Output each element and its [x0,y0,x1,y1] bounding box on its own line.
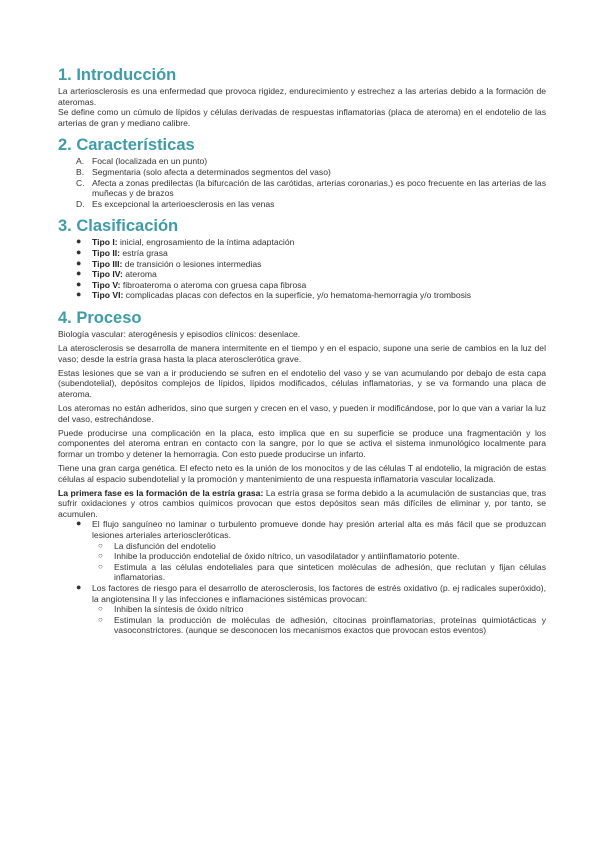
list-item [58,199,546,210]
type-text: complicadas placas con defectos en la superficie, y/o hematoma-hemorragia y/o trombosis [123,290,472,301]
first-phase-label: La primera fase es la formación de la estría grasa: [58,487,264,498]
sub-item-text: Inhibe la producción endotelial de óxido nítrico, un vasodilatador y antiinflamatorio potente. [114,551,460,562]
circle-bullet-icon: ○ [98,551,103,561]
type-text: fibroateroma o ateroma con gruesa capa fibrosa [120,279,307,290]
bullet-icon: ● [76,278,82,289]
sub-list-item [58,604,546,615]
heading-proceso: 4. Proceso [58,308,142,327]
classification-list [58,237,546,301]
bullet-icon: ● [76,257,82,268]
process-paragraph-6: Tiene una gran carga genética. El efecto neto es la unión de los monocitos y de las células T al endotelio, la migración de estas células al espacio subendotelial y la promoción y mantenimiento de una respuesta inflamatoria vascular localizada. [58,462,546,484]
list-item-text: Afecta a zonas predilectas (la bifurcación de las carótidas, arterias coronarias,) es poco frecuente en las arterias de las muñecas y de brazos [92,177,546,199]
type-label: Tipo II: [92,247,121,258]
sub-list [92,541,546,583]
heading-clasificacion: 3. Clasificación [58,217,179,236]
circle-bullet-icon: ○ [98,604,103,614]
bullet-text: El flujo sanguíneo no laminar o turbulento promueve donde hay presión arterial alta es más fácil que se produzcan lesiones arteriales arterioscleróticas. [92,519,546,540]
process-paragraph-3: Estas lesiones que se van a ir produciendo se sufren en el endotelio del vaso y se van acumulando por debajo de esta capa (subendotelial), depósitos complejos de lípidos, lípidos modificados, células inflamatorias, y se va formando una placa de ateroma. [58,367,546,399]
sub-list-item [58,551,546,562]
type-label: Tipo III: [92,258,123,269]
list-item [58,156,546,167]
heading-introduccion: 1. Introducción [58,66,177,84]
bullet-icon: ● [76,289,82,300]
sub-list [92,604,546,636]
list-item [58,237,546,248]
list-item [58,248,546,259]
type-text: ateroma [122,269,157,280]
type-text: estría grasa [120,247,168,258]
list-item [58,167,546,178]
list-item [58,259,546,270]
heading-caracteristicas: 2. Características [58,136,195,155]
type-label: Tipo I: [92,237,118,248]
intro-paragraph-2: Se define como un cúmulo de lípidos y células derivadas de respuestas inflamatorias (placa de ateroma) en el endotelio de las arterias de gran y mediano calibre. [58,107,546,128]
process-paragraph-4: Los ateromas no están adheridos, sino que surgen y crecen en el vaso, y pueden ir modificándose, por lo que van a variar la luz del vaso, estrechándose. [58,402,546,424]
bullet-text: Los factores de riesgo para el desarrollo de aterosclerosis, los factores de estrés oxidativo (p. ej radicales superóxido), la angiotensina II y las infecciones e inflamaciones sistémicas provocan: [92,582,546,604]
sub-list-item [58,615,546,636]
list-item [58,269,546,280]
circle-bullet-icon: ○ [98,561,103,571]
bullet-icon: ● [76,518,82,529]
process-paragraph-2: La aterosclerosis se desarrolla de manera intermitente en el tiempo y en el espacio, supone una serie de cambios en la luz del vaso; desde la estría grasa hasta la placa aterosclerótica grave. [58,343,546,364]
bullet-icon: ● [76,581,82,592]
sub-item-text: Inhiben la síntesis de óxido nítrico [114,604,244,615]
sub-list-item [58,541,546,552]
process-paragraph-7 [58,488,546,520]
bullet-icon: ● [76,236,82,247]
characteristics-list [58,156,546,209]
circle-bullet-icon: ○ [98,540,103,550]
type-label: Tipo V: [92,279,121,290]
list-item [58,583,546,636]
intro-paragraph-1: La arteriosclerosis es una enfermedad que provoca rigidez, endurecimiento y estrechez a las arterias debido a la formación de ateromas. [58,86,546,107]
list-item [58,519,546,583]
process-paragraph-5: Puede producirse una complicación en la placa, esto implica que en su superficie se produce una fragmentación y los componentes del ateroma entran en contacto con la sangre, por lo que se activa el sistema inmunológico localmente para formar un trombo y detener la hemorragia. Con esto puede producirse un infarto. [58,427,546,459]
bullet-icon: ● [76,268,82,279]
circle-bullet-icon: ○ [98,614,103,624]
first-phase-text: La estría grasa se forma debido a la acumulación de sustancias que, tras sufrir oxidaciones y otros cambios químicos provocan que estos depósitos sean más difíciles de eliminar y, por tanto, se acumulen. [58,487,546,519]
type-text: inicial, engrosamiento de la íntima adaptación [117,237,295,248]
sub-item-text: La disfunción del endotelio [114,540,216,551]
type-label: Tipo VI: [92,290,124,301]
document-page [58,64,546,636]
sub-item-text: Estimula a las células endoteliales para que sinteticen moléculas de adhesión, que reclutan y fijan células inflamatorias. [114,561,546,583]
list-item [58,178,546,199]
list-marker: C. [76,177,85,188]
list-marker: B. [76,166,85,177]
bullet-icon: ● [76,246,82,257]
process-bullets [58,519,546,636]
list-item-text: Es excepcional la arterioesclerosis en las venas [92,198,275,209]
type-text: de transición o lesiones intermedias [122,258,262,269]
process-paragraph-1: Biología vascular: aterogénesis y episodios clínicos: desenlace. [58,328,301,339]
list-item [58,280,546,291]
list-item [58,290,546,301]
list-marker: A. [76,156,85,167]
type-label: Tipo IV: [92,269,123,280]
sub-list-item [58,562,546,583]
list-item-text: Focal (localizada en un punto) [92,156,208,167]
list-item-text: Segmentaria (solo afecta a determinados segmentos del vaso) [92,166,331,177]
list-marker: D. [76,198,85,209]
sub-item-text: Estimulan la producción de moléculas de adhesión, citocinas proinflamatorias, proteínas quimiotácticas y vasoconstrictores. (aunque se desconocen los mecanismos exactos que provocan estos eventos) [114,614,546,636]
